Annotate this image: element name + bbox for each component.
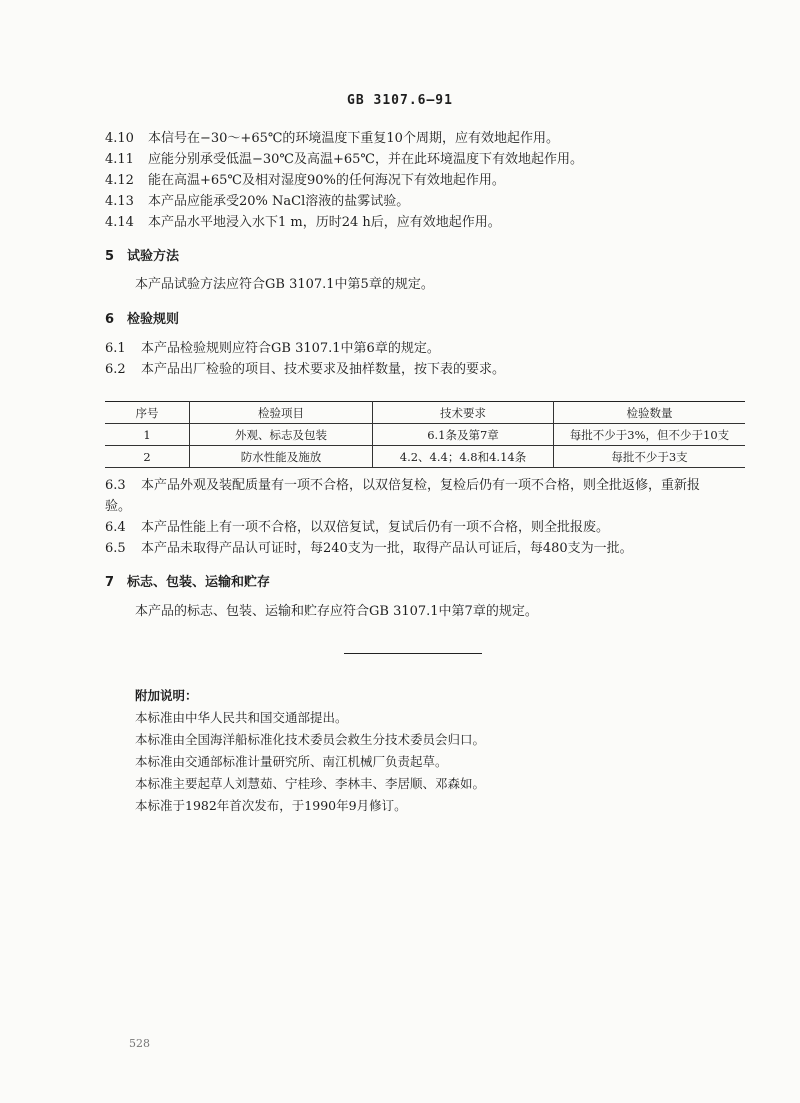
clause-6-4 xyxy=(105,519,609,537)
clause-4-14 xyxy=(105,214,501,232)
table-row xyxy=(105,424,745,446)
column-header: 检验数量 xyxy=(554,402,746,424)
clause-number: 4.13 xyxy=(105,194,134,209)
notes-line: 本标准于1982年首次发布，于1990年9月修订。 xyxy=(135,798,407,813)
table-cell: 每批不少于3支 xyxy=(554,446,746,468)
table-cell: 外观、标志及包装 xyxy=(190,424,373,446)
section-number: 5 xyxy=(105,249,115,264)
clause-6-3-continuation: 验。 xyxy=(105,499,132,514)
section-number: 6 xyxy=(105,312,115,327)
table-cell: 1 xyxy=(105,424,190,446)
clause-text: 应能分别承受低温−30℃及高温+65℃，并在此环境温度下有效地起作用。 xyxy=(148,152,583,167)
clause-number: 6.2 xyxy=(105,362,126,377)
clause-6-5 xyxy=(105,540,633,558)
table-cell: 2 xyxy=(105,446,190,468)
section-7-heading xyxy=(105,574,270,592)
clause-number: 4.12 xyxy=(105,173,134,188)
clause-text: 本产品检验规则应符合GB 3107.1中第6章的规定。 xyxy=(141,341,440,356)
column-header: 序号 xyxy=(105,402,190,424)
clause-4-10 xyxy=(105,130,559,148)
column-header: 检验项目 xyxy=(190,402,373,424)
clause-text: 本产品水平地浸入水下1 m，历时24 h后，应有效地起作用。 xyxy=(148,215,501,230)
section-6-heading xyxy=(105,311,179,329)
clause-text: 本产品出厂检验的项目、技术要求及抽样数量，按下表的要求。 xyxy=(141,362,506,377)
standard-code-header: GB 3107.6—91 xyxy=(347,93,453,108)
notes-line: 本标准主要起草人刘慧茹、宁桂珍、李林丰、李居顺、邓森如。 xyxy=(135,776,486,791)
page-number: 528 xyxy=(129,1037,150,1050)
clause-text: 本产品应能承受20% NaCl溶液的盐雾试验。 xyxy=(148,194,410,209)
clause-6-2 xyxy=(105,361,505,379)
section-divider xyxy=(344,653,482,654)
table-header-row xyxy=(105,402,745,424)
clause-number: 6.4 xyxy=(105,520,126,535)
clause-text: 本产品性能上有一项不合格，以双倍复试，复试后仍有一项不合格，则全批报废。 xyxy=(141,520,610,535)
clause-6-3 xyxy=(105,477,700,495)
notes-title: 附加说明： xyxy=(135,688,198,703)
clause-text: 本信号在−30～+65℃的环境温度下重复10个周期，应有效地起作用。 xyxy=(148,131,559,146)
clause-4-13 xyxy=(105,193,409,211)
clause-4-12 xyxy=(105,172,505,190)
table-cell: 每批不少于3%，但不少于10支 xyxy=(554,424,746,446)
table-cell: 4.2、4.4；4.8和4.14条 xyxy=(373,446,554,468)
section-title: 试验方法 xyxy=(127,249,180,264)
table-cell: 6.1条及第7章 xyxy=(373,424,554,446)
clause-number: 4.10 xyxy=(105,131,134,146)
notes-line: 本标准由全国海洋船标准化技术委员会救生分技术委员会归口。 xyxy=(135,732,486,747)
section-5-heading xyxy=(105,248,179,266)
clause-4-11 xyxy=(105,151,583,169)
notes-line: 本标准由交通部标准计量研究所、南江机械厂负责起草。 xyxy=(135,754,448,769)
inspection-table xyxy=(105,401,745,468)
clause-number: 6.5 xyxy=(105,541,126,556)
section-title: 检验规则 xyxy=(127,312,180,327)
clause-number: 4.14 xyxy=(105,215,134,230)
table-row xyxy=(105,446,745,468)
section-number: 7 xyxy=(105,575,115,590)
notes-line: 本标准由中华人民共和国交通部提出。 xyxy=(135,710,348,725)
table-cell: 防水性能及施放 xyxy=(190,446,373,468)
clause-number: 6.1 xyxy=(105,341,126,356)
clause-6-1 xyxy=(105,340,440,358)
column-header: 技术要求 xyxy=(373,402,554,424)
clause-number: 4.11 xyxy=(105,152,134,167)
section-5-body: 本产品试验方法应符合GB 3107.1中第5章的规定。 xyxy=(135,277,434,292)
clause-text: 能在高温+65℃及相对湿度90%的任何海况下有效地起作用。 xyxy=(148,173,505,188)
clause-number: 6.3 xyxy=(105,478,126,493)
clause-text: 本产品未取得产品认可证时，每240支为一批，取得产品认可证后，每480支为一批。 xyxy=(141,541,633,556)
section-7-body: 本产品的标志、包装、运输和贮存应符合GB 3107.1中第7章的规定。 xyxy=(135,604,538,619)
clause-text: 本产品外观及装配质量有一项不合格，以双倍复检，复检后仍有一项不合格，则全批返修，重新报 xyxy=(141,478,701,493)
section-title: 标志、包装、运输和贮存 xyxy=(127,575,271,590)
